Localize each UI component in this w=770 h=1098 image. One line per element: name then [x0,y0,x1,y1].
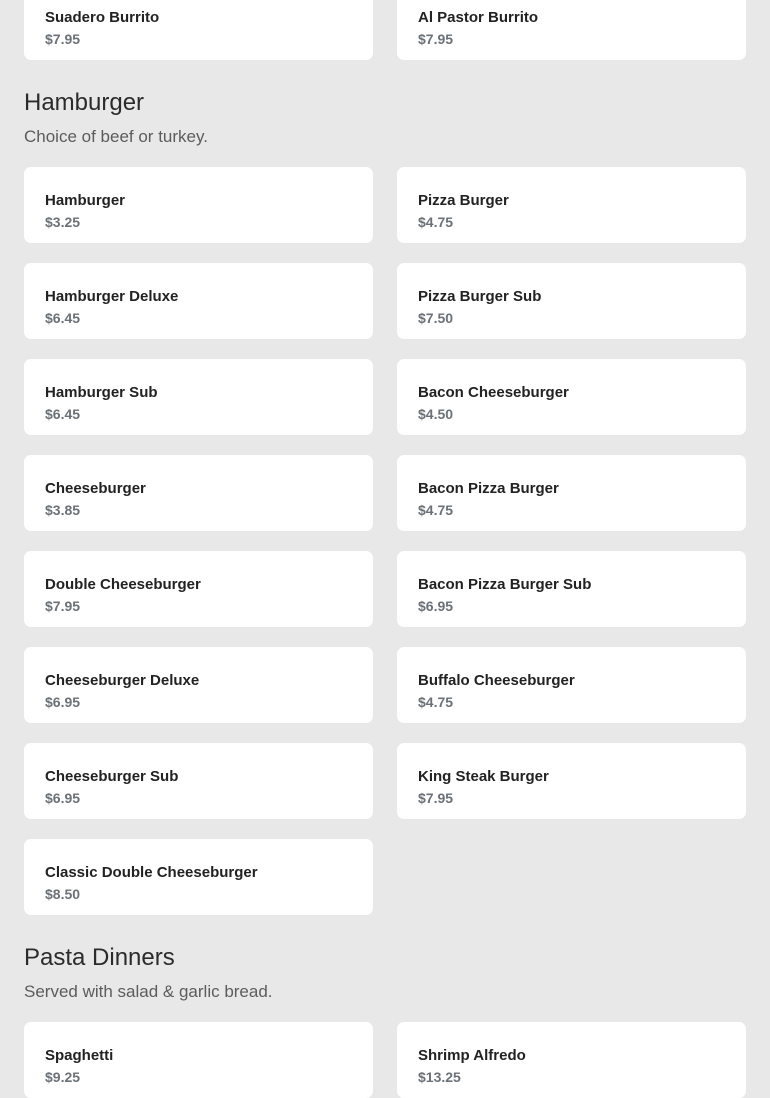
item-price: $7.50 [418,310,454,326]
item-price: $6.45 [45,310,81,326]
item-price: $6.95 [418,598,454,614]
section-description: Choice of beef or turkey. [24,127,208,146]
section-header-pasta-dinners [24,915,746,1022]
section-title: Hamburger [24,89,145,116]
item-name: Double Cheeseburger [45,576,201,593]
menu-item-classic-double-cheeseburger[interactable] [24,839,373,915]
menu-item-bacon-pizza-burger-sub[interactable] [397,551,746,627]
item-name: Cheeseburger Deluxe [45,672,200,689]
menu-item-al-pastor-burrito[interactable] [397,0,746,60]
section-title: Pasta Dinners [24,944,175,971]
menu-grid-pasta-dinners [24,1022,746,1098]
menu-grid-hamburger [24,167,746,915]
item-price: $4.75 [418,502,454,518]
item-name: Pizza Burger Sub [418,288,542,305]
item-name: Suadero Burrito [45,9,160,26]
item-price: $6.95 [45,790,81,806]
item-price: $8.50 [45,886,81,902]
menu-item-buffalo-cheeseburger[interactable] [397,647,746,723]
menu-item-double-cheeseburger[interactable] [24,551,373,627]
item-name: Al Pastor Burrito [418,9,539,26]
menu-item-spaghetti[interactable] [24,1022,373,1098]
item-price: $4.75 [418,694,454,710]
item-name: Bacon Cheeseburger [418,384,569,401]
menu-item-hamburger-deluxe[interactable] [24,263,373,339]
menu-item-cheeseburger-deluxe[interactable] [24,647,373,723]
menu-item-bacon-pizza-burger[interactable] [397,455,746,531]
item-name: Buffalo Cheeseburger [418,672,575,689]
item-price: $6.45 [45,406,81,422]
menu-item-hamburger-sub[interactable] [24,359,373,435]
item-price: $4.50 [418,406,454,422]
menu-item-king-steak-burger[interactable] [397,743,746,819]
menu-item-bacon-cheeseburger[interactable] [397,359,746,435]
item-price: $7.95 [45,598,81,614]
menu-item-shrimp-alfredo[interactable] [397,1022,746,1098]
menu-grid-burritos [24,0,746,60]
menu-item-cheeseburger[interactable] [24,455,373,531]
item-name: Hamburger Deluxe [45,288,179,305]
item-name: Pizza Burger [418,192,509,209]
item-name: Hamburger [45,192,126,209]
item-name: Spaghetti [45,1047,114,1064]
item-name: Cheeseburger Sub [45,768,179,785]
menu-item-cheeseburger-sub[interactable] [24,743,373,819]
item-price: $13.25 [418,1069,461,1085]
item-name: Bacon Pizza Burger Sub [418,576,592,593]
item-price: $4.75 [418,214,454,230]
item-name: Cheeseburger [45,480,146,497]
section-description: Served with salad & garlic bread. [24,982,273,1001]
item-price: $7.95 [45,31,81,47]
item-price: $3.85 [45,502,81,518]
section-header-hamburger [24,60,746,167]
menu-item-pizza-burger-sub[interactable] [397,263,746,339]
item-price: $3.25 [45,214,81,230]
item-name: Bacon Pizza Burger [418,480,559,497]
item-price: $9.25 [45,1069,81,1085]
item-name: King Steak Burger [418,768,549,785]
item-name: Shrimp Alfredo [418,1047,526,1064]
item-name: Classic Double Cheeseburger [45,864,258,881]
menu-item-hamburger[interactable] [24,167,373,243]
menu-page [24,0,746,1098]
item-name: Hamburger Sub [45,384,158,401]
menu-item-suadero-burrito[interactable] [24,0,373,60]
item-price: $7.95 [418,790,454,806]
item-price: $7.95 [418,31,454,47]
menu-item-pizza-burger[interactable] [397,167,746,243]
item-price: $6.95 [45,694,81,710]
